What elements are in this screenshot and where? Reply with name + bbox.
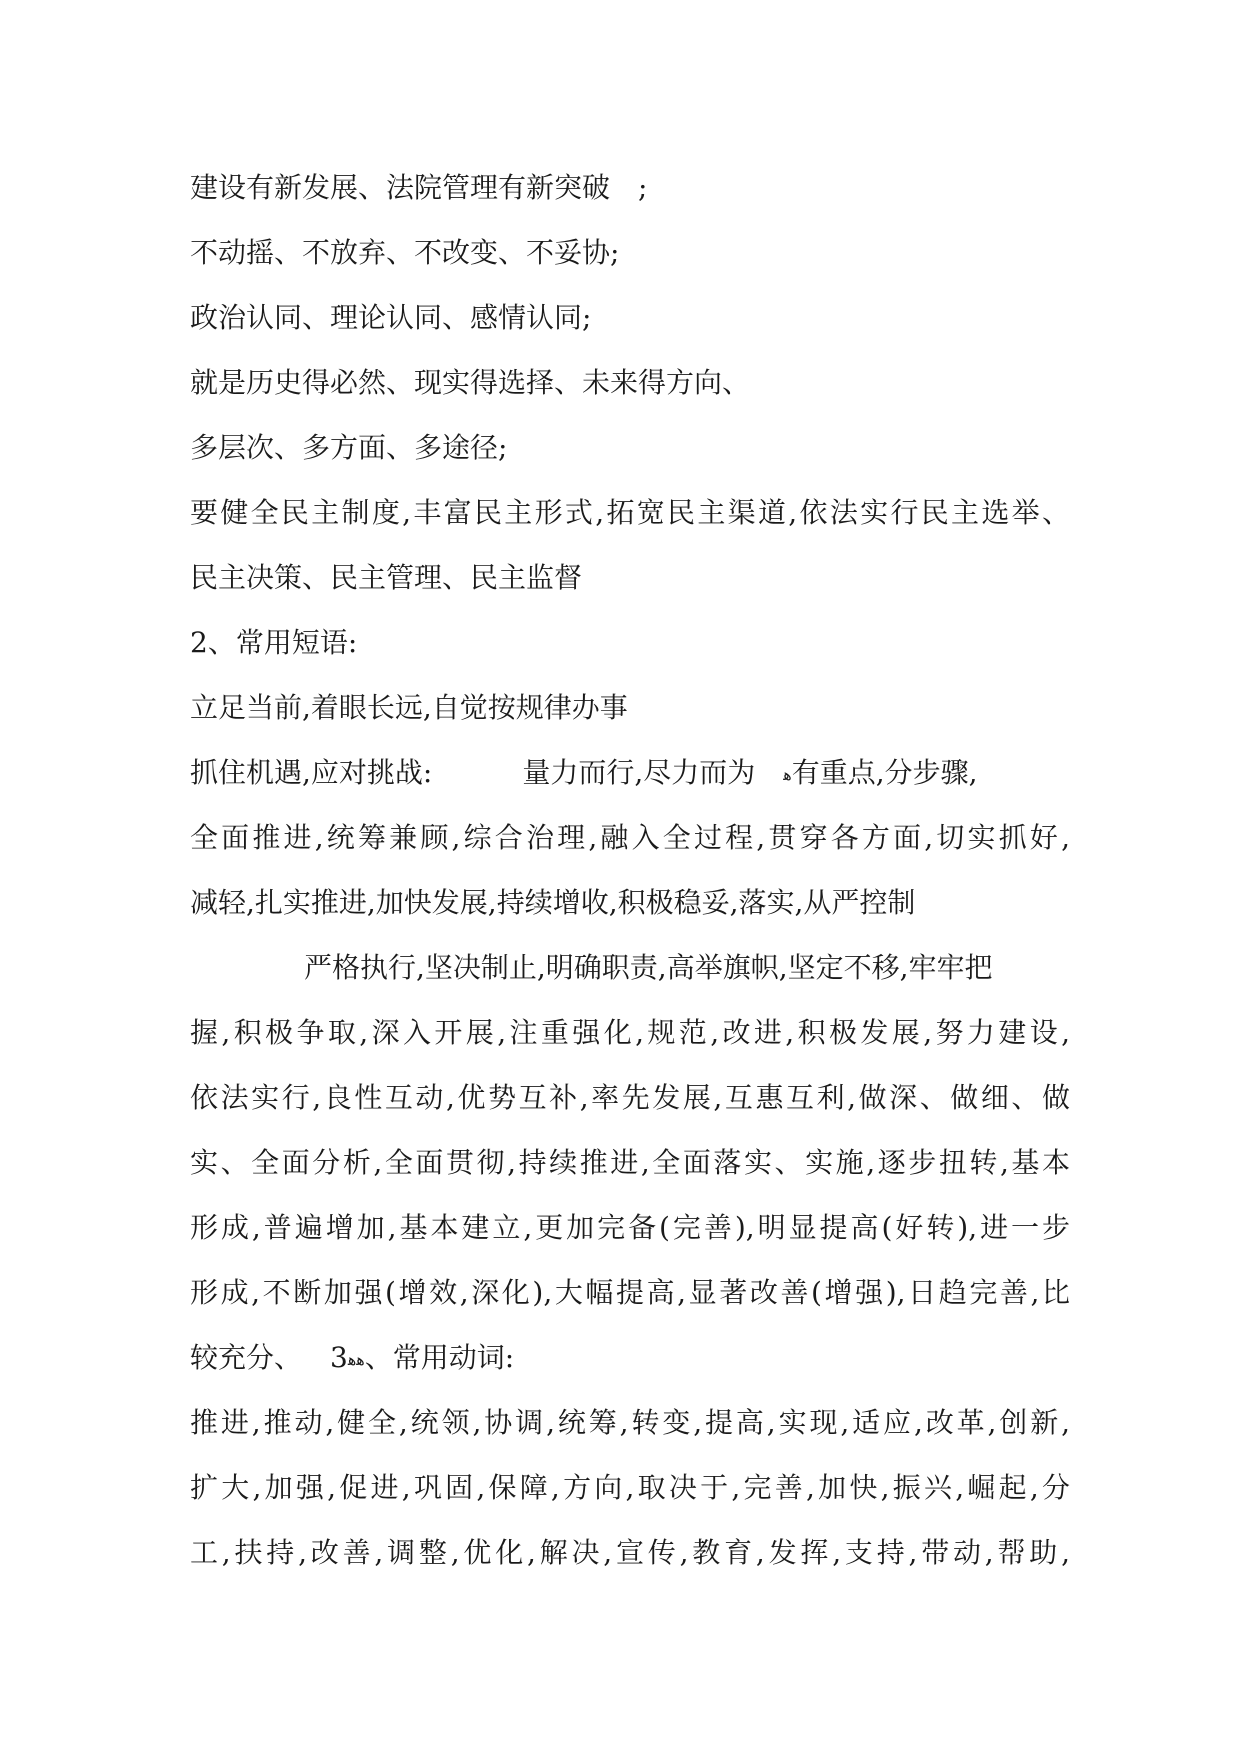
text-line: 推进,推动,健全,统领,协调,统筹,转变,提高,实现,适应,改革,创新, [190,1406,1070,1439]
text-line: 工,扶持,改善,调整,优化,解决,宣传,教育,发挥,支持,带动,帮助, [190,1536,1070,1569]
text-line: 减轻,扎实推进,加快发展,持续增收,积极稳妥,落实,从严控制 [190,886,916,919]
section-heading: 2、常用短语: [190,626,358,659]
text-line: 依法实行,良性互动,优势互补,率先发展,互惠互利,做深、做细、做 [190,1081,1070,1114]
text-line: 握,积极争取,深入开展,注重强化,规范,改进,积极发展,努力建设, [190,1016,1070,1049]
text-line: 就是历史得必然、现实得选择、未来得方向、 [190,366,751,399]
glyph-mark: ﻫﻫ [347,1350,365,1369]
text-line: 多层次、多方面、多途径; [190,431,508,464]
text-line: 实、全面分析,全面贯彻,持续推进,全面落实、实施,逐步扭转,基本 [190,1146,1070,1179]
text-line: 较充分、 3ﻫﻫ、常用动词: [190,1325,1070,1390]
text-line: 形成,普遍增加,基本建立,更加完备(完善),明显提高(好转),进一步 [190,1211,1070,1244]
document-body [190,155,1070,1585]
text-line: 抓住机遇,应对挑战: 量力而行,尽力而为 ﻫ有重点,分步骤, [190,740,1070,805]
text-line: 立足当前,着眼长远,自觉按规律办事 [190,691,628,724]
text-line: 建设有新发展、法院管理有新突破 ; [190,171,648,204]
text-line: 政治认同、理论认同、感情认同; [190,301,592,334]
text-line: 不动摇、不放弃、不改变、不妥协; [190,236,620,269]
text-line: 形成,不断加强(增效,深化),大幅提高,显著改善(增强),日趋完善,比 [190,1276,1070,1309]
text-line: 民主决策、民主管理、民主监督 [190,561,583,594]
text-line: 严格执行,坚决制止,明确职责,高举旗帜,坚定不移,牢牢把 [304,951,993,984]
text-line: 全面推进,统筹兼顾,综合治理,融入全过程,贯穿各方面,切实抓好, [190,821,1070,854]
text-line: 扩大,加强,促进,巩固,保障,方向,取决于,完善,加快,振兴,崛起,分 [190,1471,1070,1504]
text-line: 要健全民主制度,丰富民主形式,拓宽民主渠道,依法实行民主选举、 [190,496,1070,529]
glyph-mark: ﻫ [783,765,792,784]
